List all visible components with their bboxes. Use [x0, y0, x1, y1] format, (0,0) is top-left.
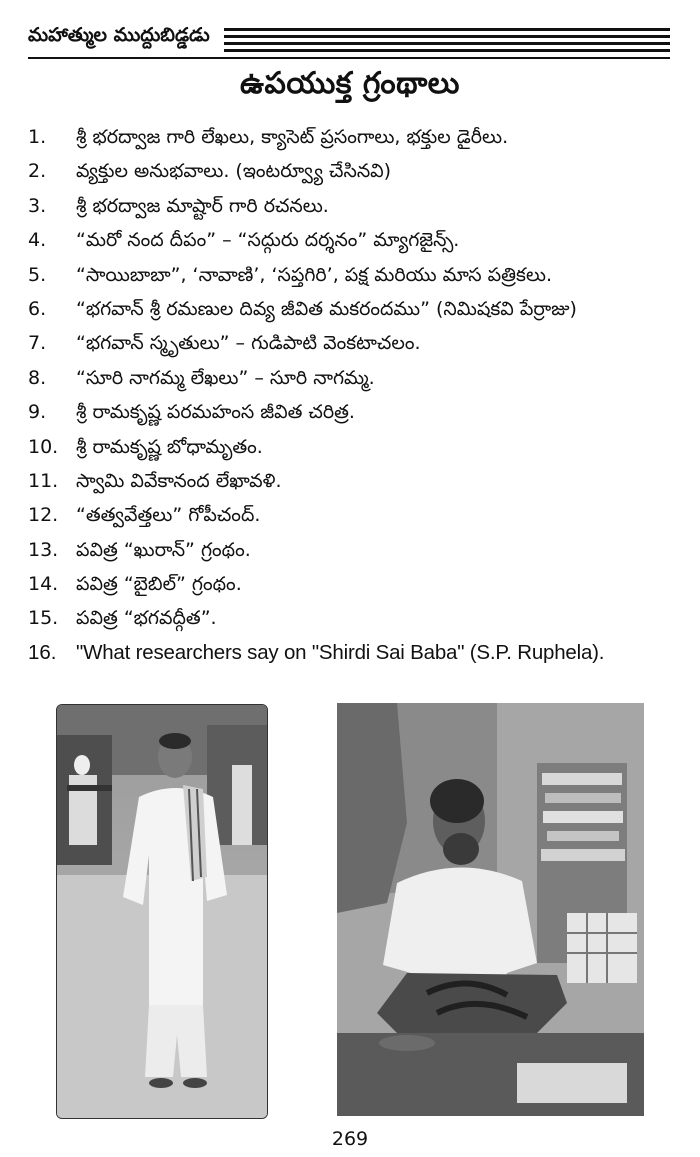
reference-item — [28, 361, 673, 395]
reference-number: 4. — [28, 229, 47, 252]
reference-text: “సాయిబాబా”, ‘నావాణి’, ‘సప్తగిరి’, పక్ష మరియు మాస పత్రికలు. — [76, 263, 553, 286]
reference-item — [28, 464, 673, 498]
reference-number: 2. — [28, 160, 47, 183]
reference-number: 5. — [28, 263, 47, 286]
reference-number: 11. — [28, 469, 59, 492]
reference-item — [28, 395, 673, 429]
reference-item — [28, 430, 673, 464]
photo-man-walking — [56, 704, 268, 1119]
reference-text: శ్రీ రామకృష్ణ బోధామృతం. — [76, 435, 263, 458]
reference-list — [28, 120, 673, 670]
reference-item — [28, 601, 673, 635]
reference-text: “మరో నంద దీపం” – “సద్గురు దర్శనం” మ్యాగజైన్స్. — [76, 229, 460, 252]
reference-number: 15. — [28, 607, 59, 630]
reference-number: 3. — [28, 194, 47, 217]
reference-number: 9. — [28, 401, 47, 424]
reference-text: స్వామి వివేకానంద లేఖావళి. — [76, 469, 282, 492]
header-rules — [224, 28, 670, 54]
photo-man-seated — [337, 703, 644, 1116]
header-base-rule — [28, 57, 670, 59]
reference-number: 8. — [28, 366, 47, 389]
reference-text: శ్రీ భరద్వాజ గారి లేఖలు, క్యాసెట్ ప్రసంగాలు, భక్తుల డైరీలు. — [76, 126, 509, 148]
reference-item — [28, 223, 673, 257]
reference-number: 1. — [28, 126, 47, 148]
reference-item — [28, 567, 673, 601]
running-header — [28, 20, 670, 60]
running-title: మహాత్ముల ముద్దుబిడ్డడు — [28, 24, 210, 46]
reference-number: 16. — [28, 640, 57, 664]
reference-text: “భగవాన్ స్మృతులు” – గుడిపాటి వెంకటాచలం. — [76, 332, 421, 355]
reference-item — [28, 189, 673, 223]
reference-text: "What researchers say on "Shirdi Sai Baba" (S.P. Ruphela). — [76, 640, 605, 664]
reference-number: 7. — [28, 332, 47, 355]
reference-text: “భగవాన్ శ్రీ రమణుల దివ్య జీవిత మకరందము” (నిమిషకవి పేర్రాజు) — [76, 297, 577, 320]
reference-text: వ్యక్తుల అనుభవాలు. (ఇంటర్వ్యూ చేసినవి) — [76, 160, 392, 183]
reference-number: 14. — [28, 573, 59, 596]
reference-text: పవిత్ర “భగవద్గీత”. — [76, 607, 217, 630]
reference-number: 12. — [28, 504, 59, 527]
reference-number: 10. — [28, 435, 59, 458]
reference-text: శ్రీ భరద్వాజ మాష్టార్ గారి రచనలు. — [76, 194, 329, 217]
reference-item — [28, 120, 673, 154]
reference-item — [28, 636, 673, 670]
reference-text: పవిత్ర “ఖురాన్” గ్రంథం. — [76, 538, 251, 561]
page-number: 269 — [331, 1128, 369, 1150]
reference-item — [28, 292, 673, 326]
reference-item — [28, 533, 673, 567]
page-heading: ఉపయుక్త గ్రంథాలు — [240, 66, 460, 101]
reference-text: “సూరి నాగమ్మ లేఖలు” – సూరి నాగమ్మ. — [76, 366, 375, 389]
reference-text: పవిత్ర “బైబిల్” గ్రంథం. — [76, 573, 242, 596]
reference-item — [28, 326, 673, 360]
reference-number: 13. — [28, 538, 59, 561]
reference-item — [28, 154, 673, 188]
reference-text: శ్రీ రామకృష్ణ పరమహంస జీవిత చరిత్ర. — [76, 401, 355, 424]
reference-item — [28, 498, 673, 532]
reference-item — [28, 258, 673, 292]
reference-text: “తత్వవేత్తలు” గోపీచంద్. — [76, 504, 261, 527]
reference-number: 6. — [28, 297, 47, 320]
